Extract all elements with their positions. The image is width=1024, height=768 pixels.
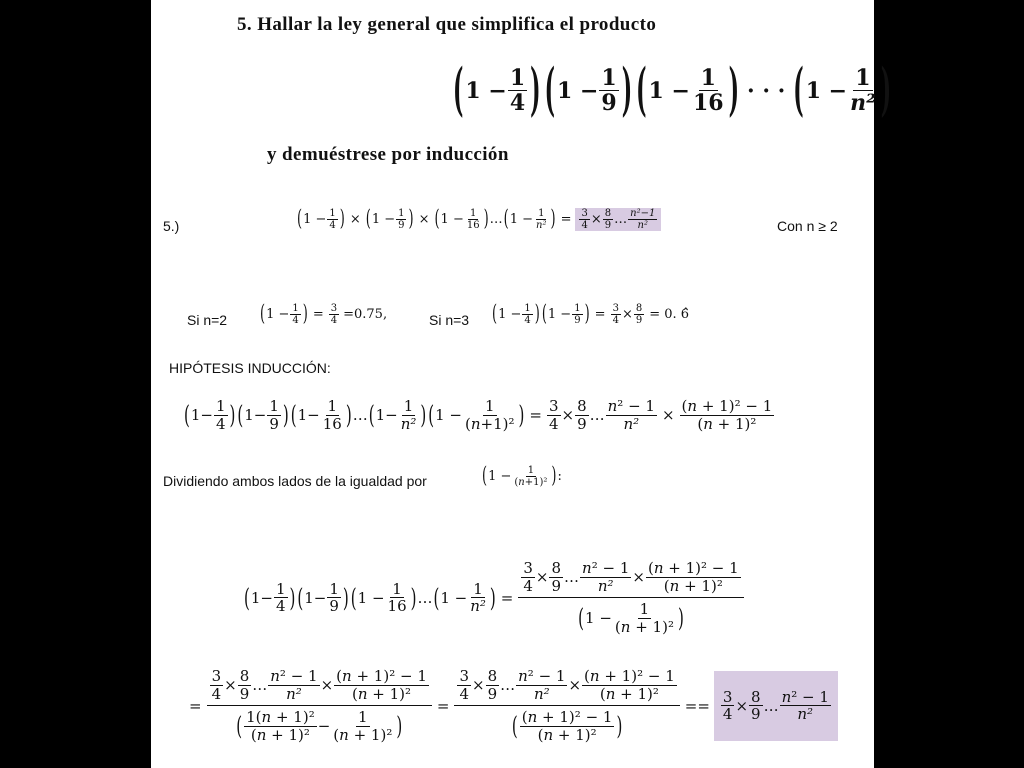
case1-formula: ( 1 − $\frac{1}{4}$ ) = $\frac{3}{4}$ =0.75, [260, 301, 388, 328]
answer-formula: ( 1 − $\frac{1}{4}$ ) × ( 1 − $\frac{1}{9}$ ) × ( 1 − $\frac{1}{16}$ ) … ( 1 − $\frac{1}{\text{n²}}$ ) = $\frac{3}{4}$ × $\frac{8}{9}$ … $\frac{\text{n²−1}}{\text{n²}}$ [296, 208, 661, 231]
case2-value: = 0. 6̂ [649, 307, 690, 322]
final-result-highlight: $\frac{3}{4}$ × $\frac{8}{9}$ … $\frac{\text{n² − 1}}{\text{n²}}$ [714, 671, 838, 741]
problem-statement [237, 14, 656, 36]
dividing-text: Dividiendo ambos lados de la igualdad por [163, 473, 427, 489]
division-formula: ( 1− $\frac{1}{4}$ ) ( 1− $\frac{1}{9}$ ) ( 1 − $\frac{1}{16}$ ) … ( 1 − $\frac{1}{\text{n²}}$ ) = $\frac{3}{4}$ × $\frac{8}{9}$ … $\frac{\text{n² − 1}}{\text{n²}}$ × $\frac{\text{(n + 1)² − 1}}{\text{(n + 1)²}}$ ( 1 − $\frac{1}{\text{(n + 1)²}}$ ) [243, 560, 745, 635]
hypothesis-formula: ( 1− $\frac{1}{4}$ ) ( 1− $\frac{1}{9}$ ) ( 1− $\frac{1}{16}$ ) … ( 1− $\frac{1}{\text{n²}}$ ) ( 1 − $\frac{1}{\text{(n+1)²}}$ ) = $\frac{3}{4}$ × $\frac{8}{9}$ … $\frac{\text{n² − 1}}{\text{n²}}$ × $\frac{\text{(n + 1)² − 1}}{\text{(n + 1)²}}$ [184, 397, 773, 433]
problem-proof-instruction: y demuéstrese por inducción [267, 144, 509, 165]
dividing-factor: ( 1 − $\frac{1}{\text{(n+1)²}}$ ) : [482, 463, 562, 490]
document-page [151, 0, 892, 768]
answer-condition: Con n ≥ 2 [777, 218, 838, 234]
problem-text: Hallar la ley general que simplifica el producto [257, 14, 657, 35]
case2-label: Si n=3 [429, 312, 470, 328]
hypothesis-heading: HIPÓTESIS INDUCCIÓN: [169, 360, 331, 376]
final-equals: == [684, 696, 710, 715]
answer-label: 5.) [163, 218, 180, 234]
problem-number: 5. [237, 14, 253, 35]
case1-label: Si n=2 [187, 312, 228, 328]
answer-highlight: $\frac{3}{4}$ × $\frac{8}{9}$ … $\frac{\text{n²−1}}{\text{n²}}$ [575, 208, 661, 231]
problem-product-formula: ( 1 − $\frac{1}{4}$ ) ( 1 − $\frac{1}{9}$ ) ( 1 − $\frac{1}{16}$ ) · · · ( 1 − $\frac{1}{\text{n²}}$ ) [453, 56, 892, 125]
final-simplification: = $\frac{3}{4}$ × $\frac{8}{9}$ … $\frac{\text{n² − 1}}{\text{n²}}$ × $\frac{\text{(n + 1)² − 1}}{\text{(n + 1)²}}$ ( $\frac{\text{1(n + 1)²}}{\text{(n + 1)²}}$ − $\frac{1}{\text{(n + 1)²}}$ ) = $\frac{3}{4}$ × $\frac{8}{9}$ … $\frac{\text{n² − 1}}{\text{n²}}$ × $\frac{\text{(n + 1)² − 1}}{\text{(n + 1)²}}$ ( $\frac{\text{(n + 1)² − 1}}{\text{(n + 1)²}}$ ) == $\frac{3}{4}$ × $\frac{8}{9}$ … $\frac{\text{n² − 1}}{\text{n²}}$ [185, 668, 838, 743]
case1-value: =0.75, [343, 307, 388, 322]
case2-formula: ( 1 − $\frac{1}{4}$ ) ( 1 − $\frac{1}{9}$ ) = $\frac{3}{4}$ × $\frac{8}{9}$ = 0. 6̂ [492, 301, 690, 328]
